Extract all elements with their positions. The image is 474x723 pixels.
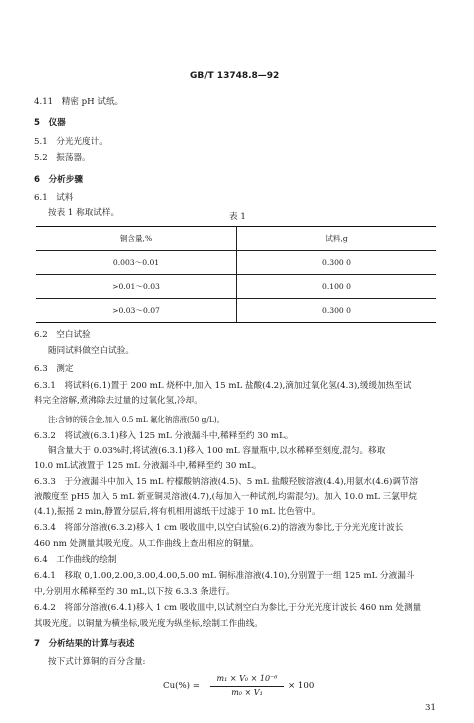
clause-6-3-1-line: 料完全溶解,煮沸除去过量的过氧化氢,冷却。 [34,396,203,406]
clause-6-3-title: 6.3 测定 [34,364,74,374]
formula-denominator: m₀ × V₁ [231,688,263,697]
table-header-cell: 铜含量,% [36,227,237,251]
formula-fraction-bar [210,686,284,687]
clause-5-2: 5.2 振荡器。 [34,153,91,163]
clause-6-3-2-line: 6.3.2 将试液(6.3.1)移入 125 mL 分液漏斗中,稀释至约 30 mL。 [34,431,294,441]
clause-6-4-1-line: 6.4.1 移取 0,1.00,2.00,3.00,4.00,5.00 mL 铜标准溶液(4.10),分别置于一组 125 mL 分液漏斗 [34,571,415,581]
clause-6-3-2-line: 10.0 mL试液置于 125 mL 分液漏斗中,稀释至约 30 mL。 [34,461,262,471]
table-header-cell: 试料,g [237,227,437,251]
table-cell: >0.01～0.03 [36,275,237,299]
table-row [36,299,436,323]
table-1-caption: 表 1 [229,212,246,222]
standard-code-header: GB/T 13748.8—92 [190,71,280,81]
clause-6-4-2-line: 其吸光度。以铜量为横坐标,吸光度为纵坐标,绘制工作曲线。 [34,619,263,629]
clause-6-3-3-line: 6.3.3 于分液漏斗中加入 15 mL 柠檬酸钠溶液(4.5)、5 mL 盐酸羟胺溶液(4.4),用氨水(4.6)调节溶 [34,477,419,487]
clause-6-2-text: 随同试料做空白试验。 [48,346,134,356]
clause-6-3-4-line: 460 nm 处测量其吸光度。从工作曲线上查出相应的铜量。 [34,539,259,549]
table-cell: 0.100 0 [237,275,437,299]
table-cell: 0.003～0.01 [36,251,237,275]
clause-5-1: 5.1 分光光度计。 [34,137,108,147]
clause-6-1-text: 按表 1 称取试样。 [48,208,120,218]
clause-6-2-title: 6.2 空白试验 [34,330,91,340]
table-header-row [36,227,436,251]
formula-tail: × 100 [288,681,315,691]
section-5-title: 5 仪器 [34,118,66,128]
clause-6-1-title: 6.1 试料 [34,193,74,203]
clause-6-3-1-note: 注:含铈的镁合金,加入 0.5 mL 氟化钠溶液(50 g/L)。 [48,415,225,424]
clause-6-4-1-line: 中,分别用水稀释至约 30 mL,以下按 6.3.3 条进行。 [34,587,235,597]
clause-6-4-2-line: 6.4.2 将部分溶液(6.4.1)移入 1 cm 吸收皿中,以试剂空白为参比,于分光光度计波长 460 nm 处测量 [34,603,422,613]
clause-6-3-1-line: 6.3.1 将试料(6.1)置于 200 mL 烧杯中,加入 15 mL 盐酸(4.2),滴加过氧化氢(4.3),缓缓加热至试 [34,381,412,391]
clause-4-11: 4.11 精密 pH 试纸。 [34,97,124,107]
table-cell: 0.300 0 [237,251,437,275]
table-cell: >0.03～0.07 [36,299,237,323]
clause-6-3-3-line: 液酸度至 pH5 加入 5 mL 新亚铜灵溶液(4.7),(每加入一种试剂,均需混匀)。加入 10.0 mL 三氯甲烷 [34,492,417,502]
formula-lhs: Cu(%) = [163,681,200,691]
table-row [36,251,436,275]
clause-6-3-4-line: 6.3.4 将部分溶液(6.3.2)移入 1 cm 吸收皿中,以空白试验(6.2)的溶液为参比,于分光光度计波长 [34,523,404,533]
formula-numerator: m₁ × V₀ × 10⁻⁶ [216,674,278,683]
section-7-text: 按下式计算铜的百分含量: [48,657,146,667]
table-1 [36,226,436,323]
table-row [36,275,436,299]
clause-6-3-3-line: (4.1),振摇 2 min,静置分层后,将有机相用滤纸干过滤于 10 mL 比色管中。 [34,507,321,517]
clause-6-3-2-line: 铜含量大于 0.03%时,将试液(6.3.1)移入 100 mL 容量瓶中,以水稀释至刻度,混匀。移取 [48,446,386,456]
section-7-title: 7 分析结果的计算与表述 [34,639,135,649]
clause-6-4-title: 6.4 工作曲线的绘制 [34,555,117,565]
page-number: 31 [425,703,436,713]
table-cell: 0.300 0 [237,299,437,323]
section-6-title: 6 分析步骤 [34,175,83,185]
